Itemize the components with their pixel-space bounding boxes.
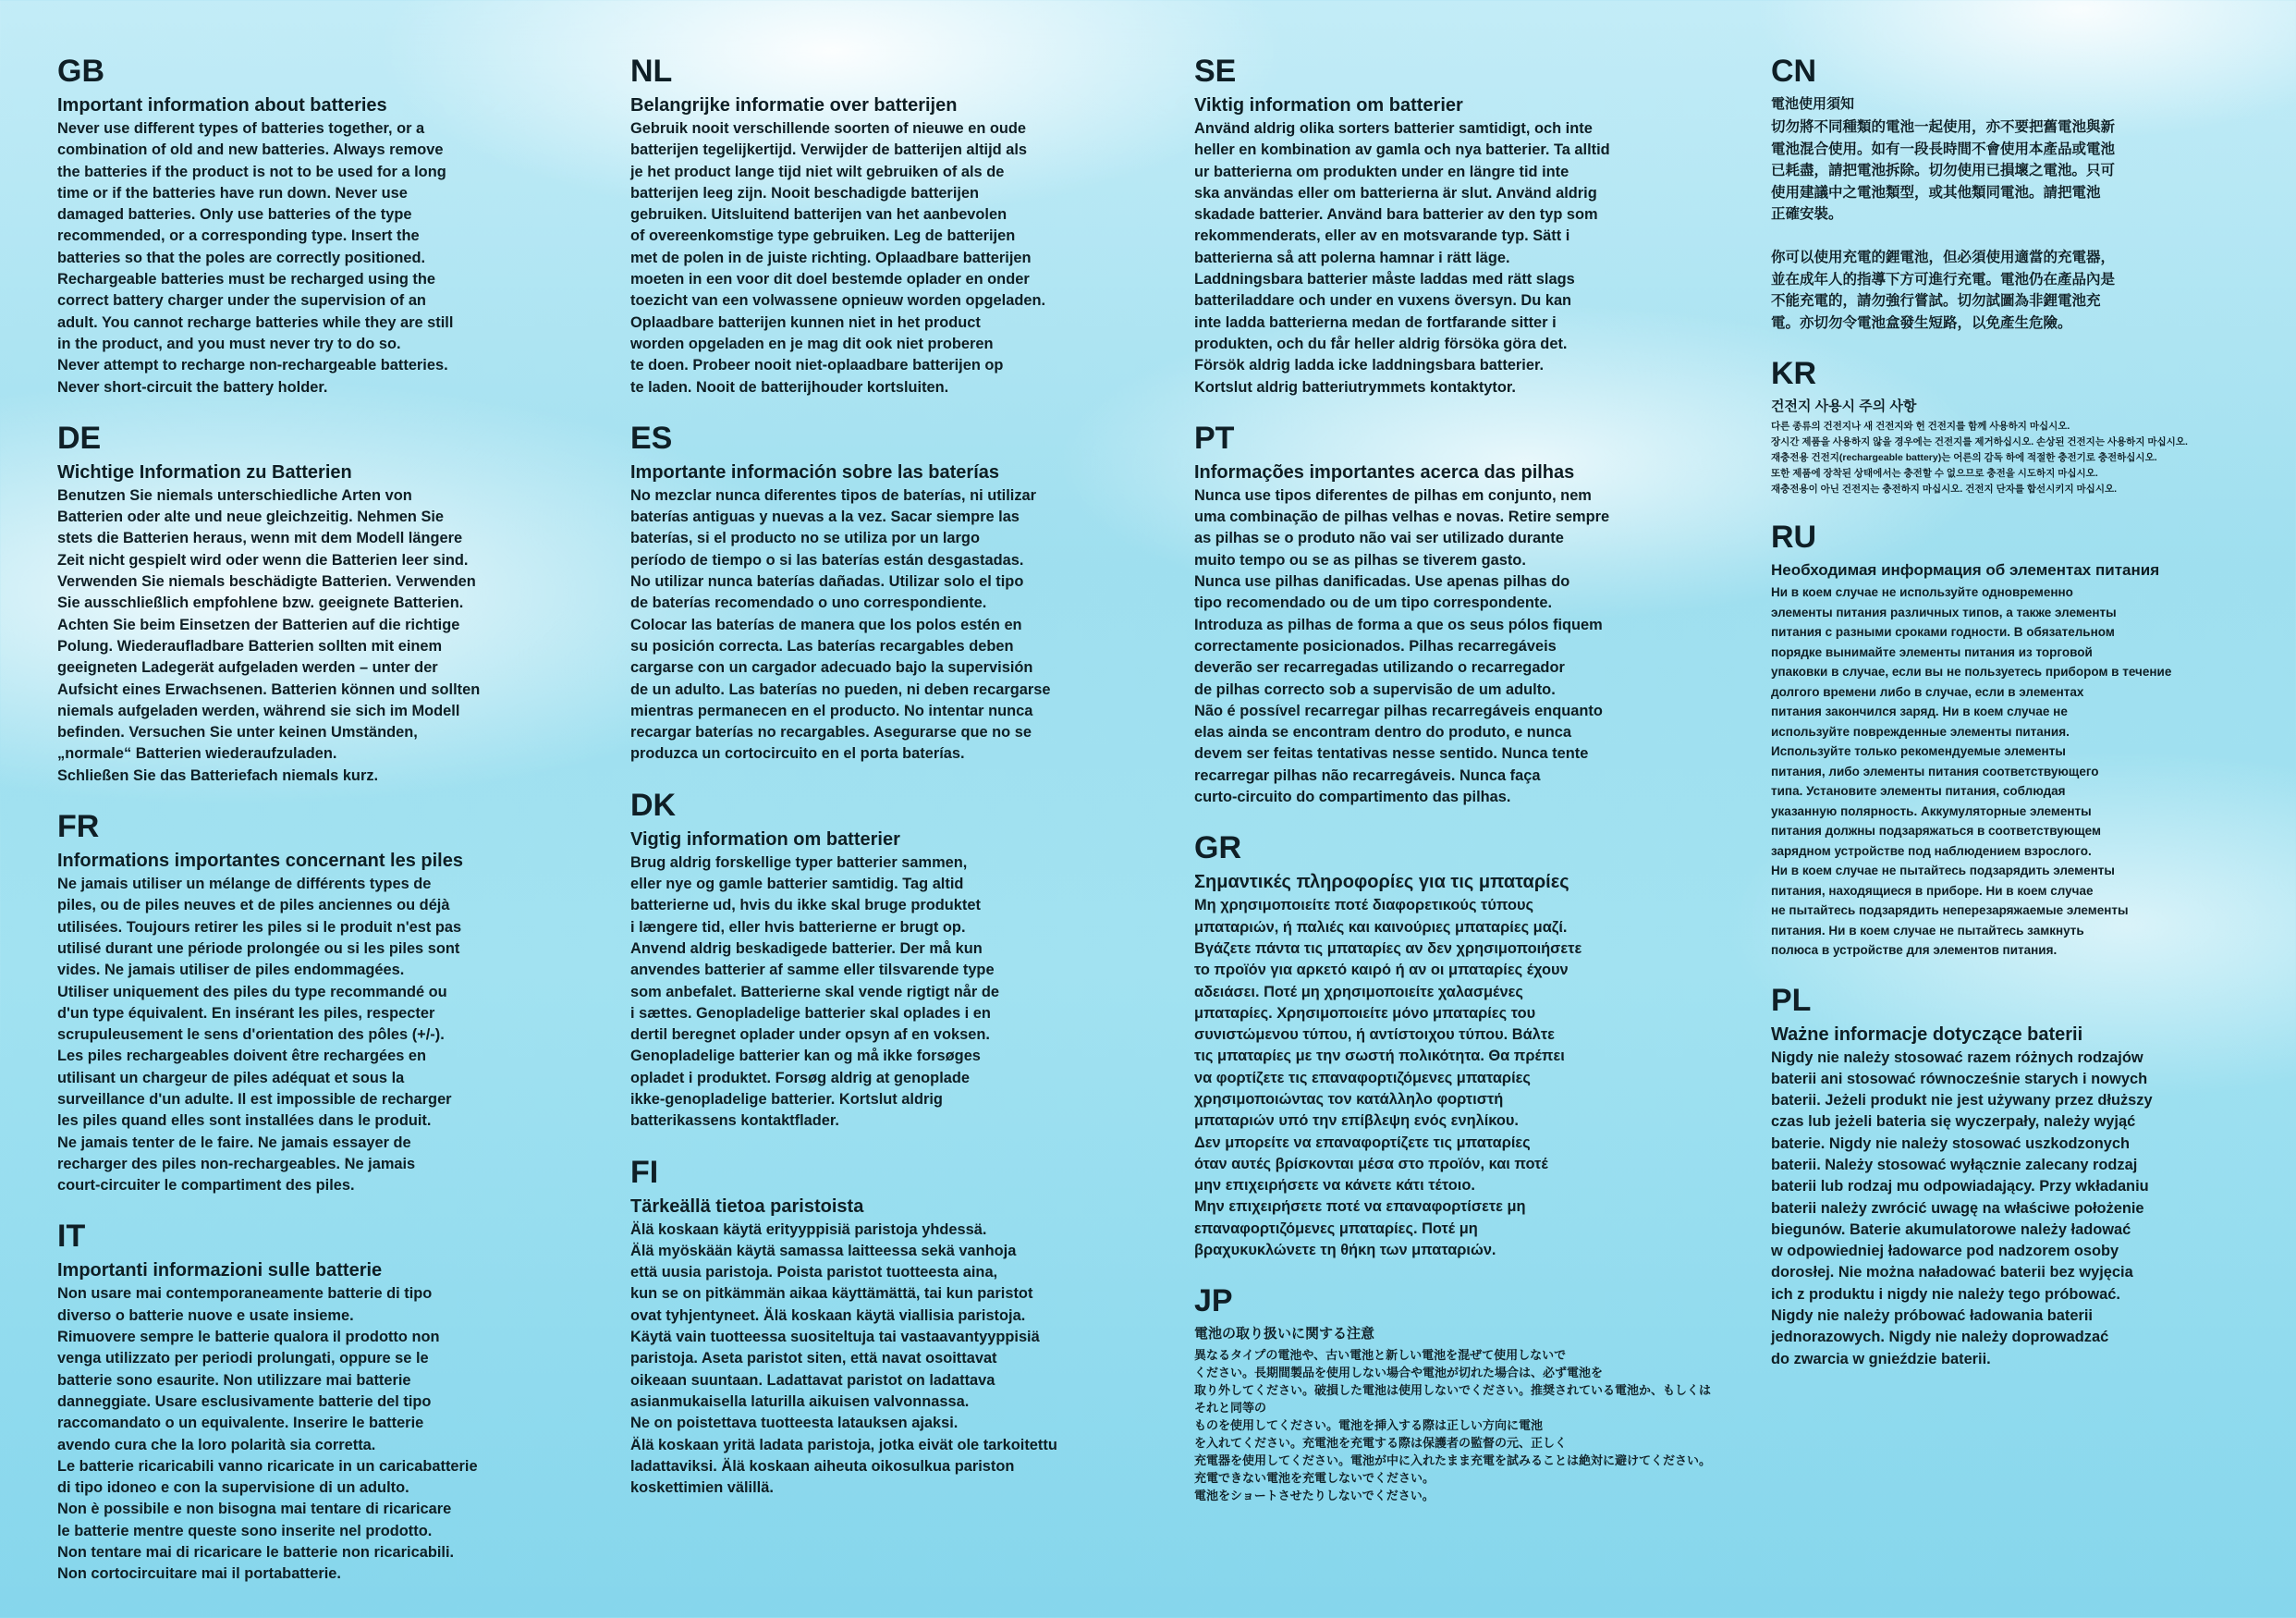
section-de (57, 421, 584, 787)
language-code: ES (630, 420, 673, 456)
section-title: Ważne informacje dotyczące baterii (1771, 1024, 2083, 1045)
section-title: Tärkeällä tietoa paristoista (630, 1195, 864, 1217)
section-dk (630, 788, 1157, 1133)
language-code: PT (1194, 420, 1235, 456)
section-text: No mezclar nunca diferentes tipos de baterías, ni utilizar baterías antiguas y nuevas a la vez. Sacar siempre las baterías, si el producto no se utiliza por un largo período de tiempo o si las baterías están desgastadas. No utilizar nunca baterías dañadas. Utilizar solo el tipo de baterías recomendado o uno correspondiente. Colocar las baterías de manera que los polos estén en su posición correcta. Las baterías recargables deben cargarse con un cargador adecuado bajo la supervisión de un adulto. Las baterías no pueden, ni deben recargarse mientras permanecen en el producto. No intentar nunca recargar baterías no recargables. Asegurarse que no se produzca un cortocircuito en el porta baterías. (630, 486, 1051, 763)
language-code: PL (1771, 982, 1812, 1018)
section-text: Nunca use tipos diferentes de pilhas em conjunto, nem uma combinação de pilhas velhas e novas. Retire sempre as pilhas se o produto não vai ser utilizado durante muito tempo ou se as pilhas se tiverem gasto. Nunca use pilhas danificadas. Use apenas pilhas do tipo recomendado ou de um tipo correspondente. Introduza as pilhas de forma a que os seus pólos fiquem correctamente posicionados. Pilhas recarregáveis deverão ser recarregadas utilizando o recarregador de pilhas correcto sob a supervisão de um adulto. Não é possível recarregar pilhas recarregáveis enquanto elas ainda se encontram dentro do produto, e nunca devem ser feitas tentativas nesse sentido. Nunca tente recarregar pilhas não recarregáveis. Nunca faça curto-circuito do compartimento das pilhas. (1194, 486, 1610, 806)
section-text: Benutzen Sie niemals unterschiedliche Arten von Batterien oder alte und neue gleichzeitig. Nehmen Sie stets die Batterien heraus, wenn mit dem Modell längere Zeit nicht gespielt wird oder wenn die Batterien leer sind. Verwenden Sie niemals beschädigte Batterien. Verwenden Sie ausschließlich empfohlene bzw. geeignete Batterien. Achten Sie beim Einsetzen der Batterien auf die richtige Polung. Wiederaufladbare Batterien sollten mit einem geeigneten Ladegerät aufgeladen werden – unter der Aufsicht eines Erwachsenen. Batterien können und sollten niemals aufgeladen werden, während sie sich im Modell befinden. Versuchen Sie unter keinen Umständen, „normale“ Batterien wiederaufzuladen. Schließen Sie das Batteriefach niemals kurz. (57, 486, 481, 784)
section-title: Informations importantes concernant les piles (57, 851, 463, 872)
section-title: 電池の取り扱いに関する注意 (1194, 1326, 1375, 1342)
section-text: 다른 종류의 건전지나 새 건전지와 헌 건전지를 함께 사용하지 마십시오. 장시간 제품을 사용하지 않을 경우에는 건전지를 제거하십시오. 손상된 건전지는 사용하지 마십시오. 재충전용 건전지(rechargeable battery)는 어른의 감독 하에 적절한 충전기로 충전하십시오. 또한 제품에 장착된 상태에서는 충전할 수 없으므로 충전을 시도하지 마십시오. 재충전용이 아닌 건전지는 충전하지 마십시오. 건전지 단자를 합선시키지 마십시오. (1771, 421, 2188, 495)
section-kr (1771, 356, 2296, 497)
language-code: SE (1194, 54, 1237, 89)
section-ru (1771, 520, 2296, 961)
section-text: Non usare mai contemporaneamente batterie di tipo diverso o batterie nuove e usate insieme. Rimuovere sempre le batterie qualora il prodotto non venga utilizzato per periodi prolungati, oppure se le batterie sono esaurite. Non utilizzare mai batterie danneggiate. Usare esclusivamente batterie del tipo raccomandato o un equivalente. Inserire le batterie avendo cura che la loro polarità sia corretta. Le batterie ricaricabili vanno ricaricate in un caricabatterie di tipo idoneo e con la supervisione di un adulto. Non è possibile e non bisogna mai tentare di ricaricare le batterie mentre queste sono inserite nel prodotto. Non tentare mai di ricaricare le batterie non ricaricabili. Non cortocircuitare mai il portabatterie. (57, 1285, 478, 1583)
language-code: JP (1194, 1283, 1233, 1319)
column-3 (1194, 54, 1721, 1526)
section-title: Belangrijke informatie over batterijen (630, 95, 958, 116)
section-jp (1194, 1283, 1721, 1504)
section-nl (630, 54, 1157, 398)
section-gb (57, 54, 584, 398)
section-text: 異なるタイプの電池や、古い電池と新しい電池を混ぜて使用しないで ください。長期間製品を使用しない場合や電池が切れた場合は、必ず電池を 取り外してください。破損した電池は使用しないでください。推奨されている電池か、もしくはそれと同等の ものを使用してください。電池を挿入する際は正しい方向に電池 を入れてください。充電池を充電する際は保護者の監督の元、正しく 充電器を使用してください。電池が中に入れたまま充電を試みることは絶対に避けてください。 充電できない電池を充電しないでください。 電池をショートさせたりしないでください。 (1194, 1348, 1712, 1503)
language-code: GB (57, 54, 104, 89)
language-code: IT (57, 1219, 86, 1255)
section-text: Gebruik nooit verschillende soorten of nieuwe en oude batterijen tegelijkertijd. Verwijder de batterijen altijd als je het product lange tijd niet wilt gebruiken of als de batterijen leeg zijn. Nooit beschadigde batterijen gebruiken. Uitsluitend batterijen van het aanbevolen of overeenkomstige type gebruiken. Leg de batterijen met de polen in de juiste richting. Oplaadbare batterijen moeten in een voor dit doel bestemde oplader en onder toezicht van een volwassene opnieuw worden opgeladen. Oplaadbare batterijen kunnen niet in het product worden opgeladen en je mag dit ook niet proberen te doen. Probeer nooit niet-oplaadbare batterijen op te laden. Nooit de batterijhouder kortsluiten. (630, 120, 1046, 396)
section-text: Never use different types of batteries together, or a combination of old and new batteries. Always remove the batteries if the product is not to be used for a long time or if the batteries have run down. Never use damaged batteries. Only use batteries of the type recommended, or a corresponding type. Insert the batteries so that the poles are correctly positioned. Rechargeable batteries must be recharged using the correct battery charger under the supervision of an adult. You cannot recharge batteries while they are still in the product, and you must never try to do so. Never attempt to recharge non-rechargeable batteries. Never short-circuit the battery holder. (57, 120, 454, 396)
language-code: NL (630, 54, 673, 89)
section-text: Älä koskaan käytä erityyppisiä paristoja yhdessä. Älä myöskään käytä samassa laitteessa sekä vanhoja että uusia paristoja. Poista paristot tuotteesta aina, kun se on pitkämmän aikaa käyttämättä, tai kun paristot ovat tyhjentyneet. Älä koskaan käytä viallisia paristoja. Käytä vain tuotteessa suositeltuja tai vastaavantyyppisiä paristoja. Aseta paristot siten, että navat osoittavat oikeaan suuntaan. Ladattavat paristot on ladattava asianmukaisella laturilla aikuisen valvonnassa. Ne on poistettava tuotteesta latauksen ajaksi. Älä koskaan yritä ladata paristoja, jotka eivät ole tarkoitettu ladattaviksi. Älä koskaan aiheuta oikosulkua pariston koskettimien välillä. (630, 1220, 1057, 1497)
section-gr (1194, 830, 1721, 1261)
section-title: Необходимая информация об элементах питания (1771, 561, 2160, 579)
section-pl (1771, 983, 2296, 1370)
section-title: 건전지 사용시 주의 사항 (1771, 398, 1917, 414)
section-text: Ne jamais utiliser un mélange de différents types de piles, ou de piles neuves et de piles anciennes ou déjà utilisées. Toujours retirer les piles si le produit n'est pas utilisé durant une période prolongée ou si les piles sont vides. Ne jamais utiliser de piles endommagées. Utiliser uniquement des piles du type recommandé ou d'un type équivalent. En insérant les piles, respecter scrupuleusement le sens d'orientation des pôles (+/-). Les piles rechargeables doivent être rechargées en utilisant un chargeur de piles adéquat et sous la surveillance d'un adulte. Il est impossible de recharger les piles quand elles sont installées dans le produit. Ne jamais tenter de le faire. Ne jamais essayer de recharger des piles non-rechargeables. Ne jamais court-circuiter le compartiment des piles. (57, 876, 462, 1195)
section-title: 電池使用須知 (1771, 96, 1855, 112)
section-es (630, 421, 1157, 766)
language-code: FI (630, 1154, 659, 1190)
language-code: RU (1771, 520, 1817, 555)
section-text: Ни в коем случае не используйте одновременно элементы питания различных типов, а также элементы питания с разными сроками годности. В обязательном порядке вынимайте элементы питания из торговой упаковки в случае, если вы не пользуетесь прибором в течение долгого времени либо в случае, если в элементах питания закончился заряд. Ни в коем случае не используйте поврежденные элементы питания. Используйте только рекомендуемые элементы питания, либо элементы питания соответствующего типа. Установите элементы питания, соблюдая указанную полярность. Аккумуляторные элементы питания должны подзаряжаться в соответствующем зарядном устройстве под наблюдением взрослого. Ни в коем случае не пытайтесь подзарядить элементы питания, находящиеся в приборе. Ни в коем случае не пытайтесь подзарядить неперезаряжаемые элементы питания. Ни в коем случае не пытайтесь замкнуть полюса в устройстве для элементов питания. (1771, 585, 2172, 957)
language-code: CN (1771, 54, 1817, 89)
section-title: Important information about batteries (57, 95, 387, 116)
section-text: Använd aldrig olika sorters batterier samtidigt, och inte heller en kombination av gamla och nya batterier. Ta alltid ur batterierna om produkten under en längre tid inte ska användas eller om batterierna är slut. Använd aldrig skadade batterier. Använd bara batterier av den typ som rekommenderats, eller av en motsvarande typ. Sätt i batterierna så att polerna hamnar i rätt läge. Laddningsbara batterier måste laddas med rätt slags batteriladdare och under en vuxens översyn. Du kan inte ladda batterierna medan de fortfarande sitter i produkten, och du får heller aldrig försöka göra det. Försök aldrig ladda icke laddningsbara batterier. Kortslut aldrig batteriutrymmets kontaktytor. (1194, 120, 1610, 396)
language-code: FR (57, 809, 100, 845)
section-title: Importante información sobre las baterías (630, 461, 999, 483)
section-title: Σημαντικές πληροφορίες για τις μπαταρίες (1194, 872, 1569, 893)
language-code: DK (630, 787, 677, 823)
section-cn (1771, 54, 2296, 334)
section-title: Informações importantes acerca das pilhas (1194, 461, 1575, 483)
section-title: Importanti informazioni sulle batterie (57, 1260, 383, 1281)
section-title: Wichtige Information zu Batterien (57, 461, 352, 483)
section-title: Viktig information om batterier (1194, 95, 1463, 116)
section-text: Μη χρησιμοποιείτε ποτέ διαφορετικούς τύπους μπαταριών, ή παλιές και καινούριες μπαταρίες μαζί. Βγάζετε πάντα τις μπαταρίες αν δεν χρησιμοποιήσετε το προϊόν για αρκετό καιρό ή αν οι μπαταρίες έχουν αδειάσει. Ποτέ μη χρησιμοποιείτε χαλασμένες μπαταρίες. Χρησιμοποιείτε μόνο μπαταρίες του συνιστώμενου τύπου, ή αντίστοιχου τύπου. Βάλτε τις μπαταρίες με την σωστή πολικότητα. Θα πρέπει να φορτίζετε τις επαναφορτιζόμενες μπαταρίες χρησιμοποιώντας τον κατάλληλο φορτιστή μπαταριών υπό την επίβλεψη ενός ενηλίκου. Δεν μπορείτε να επαναφορτίζετε τις μπαταρίες όταν αυτές βρίσκονται μέσα στο προϊόν, και ποτέ μην επιχειρήσετε να κάνετε κάτι τέτοιο. Μην επιχειρήσετε ποτέ να επαναφορτίσετε μη επαναφορτιζόμενες μπαταρίες. Ποτέ μη βραχυκυκλώνετε τη θήκη των μπαταριών. (1194, 897, 1582, 1259)
column-1 (57, 54, 584, 1608)
column-4 (1771, 54, 2296, 1392)
section-text: Nigdy nie należy stosować razem różnych rodzajów baterii ani stosować równocześnie starych i nowych baterii. Jeżeli produkt nie jest używany przez dłuższy czas lub jeżeli bateria się wyczerpały, należy wyjąć baterie. Nigdy nie należy stosować uszkodzonych baterii. Należy stosować wyłącznie zalecany rodzaj baterii lub rodzaj mu odpowiadający. Przy wkładaniu baterii należy zwrócić uwagę na właściwe położenie biegunów. Baterie akumulatorowe należy ładować w odpowiedniej ładowarce pod nadzorem osoby dorosłej. Nie można naładować baterii bez wyjęcia ich z produktu i nigdy nie należy tego próbować. Nigdy nie należy próbować ładowania baterii jednorazowych. Nigdy nie należy doprowadzać do zwarcia w gnieździe baterii. (1771, 1048, 2153, 1367)
section-fi (630, 1155, 1157, 1500)
section-fr (57, 809, 584, 1196)
language-code: GR (1194, 830, 1241, 866)
language-code: DE (57, 420, 102, 456)
section-text: 切勿將不同種類的電池一起使用，亦不要把舊電池與新 電池混合使用。如有一段長時間不會使用本產品或電池 已耗盡，請把電池拆除。切勿使用已損壞之電池。只可 使用建議中之電池類型，或其他類同電池。請把電池 正確安裝。 你可以使用充電的鋰電池，但必須使用適當的充電器， 並在成年人的指導下方可進行充電。電池仍在產品內是 不能充電的，請勿強行嘗試。切勿試圖為非鋰電池充 電。亦切勿令電池盒發生短路，以免產生危險。 (1771, 119, 2116, 331)
section-title: Vigtig information om batterier (630, 828, 900, 850)
section-pt (1194, 421, 1721, 808)
section-se (1194, 54, 1721, 398)
language-code: KR (1771, 356, 1817, 391)
column-2 (630, 54, 1157, 1521)
section-text: Brug aldrig forskellige typer batterier sammen, eller nye og gamle batterier samtidig. Tag altid batterierne ud, hvis du ikke skal bruge produktet i længere tid, eller hvis batterierne er brugt op. Anvend aldrig beskadigede batterier. Der må kun anvendes batterier af samme eller tilsvarende type som anbefalet. Batterierne skal vende rigtigt når de i sættes. Genopladelige batterier skal oplades i en dertil beregnet oplader under opsyn af en voksen. Genopladelige batterier kan og må ikke forsøges opladet i produktet. Forsøg aldrig at genoplade ikke-genopladelige batterier. Kortslut aldrig batterikassens kontaktflader. (630, 853, 999, 1130)
section-it (57, 1219, 584, 1585)
